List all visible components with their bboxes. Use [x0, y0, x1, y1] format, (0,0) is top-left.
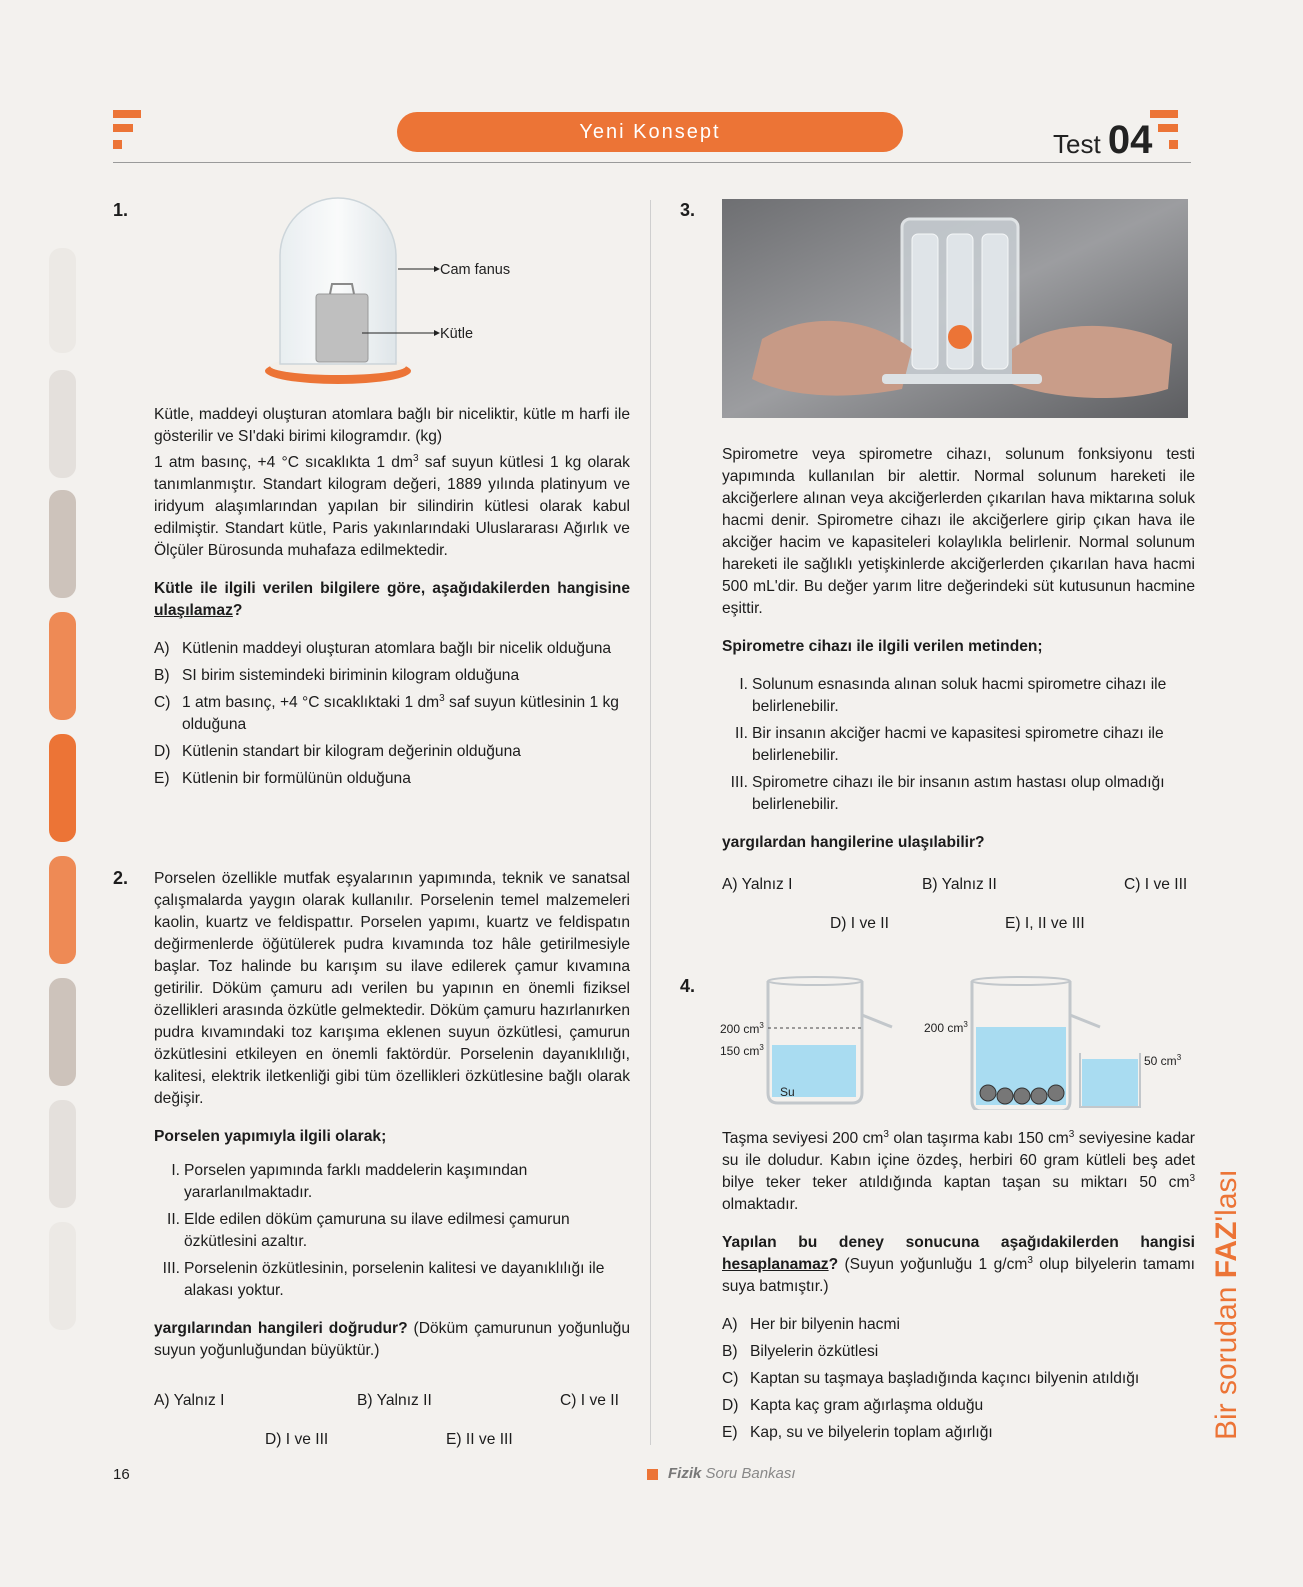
q3-option-e[interactable]: E) I, II ve III [1005, 915, 1085, 932]
footer-square-icon [647, 1469, 658, 1480]
question-1-body [154, 404, 630, 790]
option-d[interactable]: D) Kütlenin standart bir kilogram değerinin olduğuna [154, 743, 521, 760]
q2-option-e[interactable]: E) II ve III [446, 1431, 513, 1448]
label-kutle: Kütle [440, 326, 474, 342]
label-cam-fanus: Cam fanus [440, 262, 511, 278]
question-2-body [154, 868, 630, 1362]
publisher-logo-left [113, 110, 141, 150]
svg-text:200 cm3: 200 $cm^3$ [720, 1021, 764, 1036]
side-tab [49, 248, 76, 353]
q4-stem: Yapılan bu deney sonucuna aşağıdakilerden hangisi hesaplanamaz? (Suyun yoğunluğu 1 $g/cm^3$ olup bilyelerin tamamı suya batmıştır.) [722, 1234, 1195, 1295]
label-su: Su [780, 1085, 795, 1099]
page-number: 16 [113, 1466, 130, 1483]
q1-paragraph-2: 1 atm basınç, +4 °C sıcaklıkta 1 $dm^3$ saf suyun kütlesi 1 kg olarak tanımlanmıştır. Standart kilogram değeri, 1889 yılında platinyum ve iridyum alaşımlarından yapılan bir silindirin kütlesi olarak kabul edilmiştir. Standart kütle, Paris yakınlarındaki Uluslararası Ağırlık ve Ölçüler Bürosunda muhafaza edilmektedir. [154, 452, 630, 559]
question-3-body [722, 444, 1195, 854]
statement-3: III. Spirometre cihazı ile bir insanın astım hastası olup olmadığı belirlenebilir. [730, 774, 1165, 813]
section-banner: Yeni Konsept [397, 112, 903, 152]
q3-statements [722, 674, 1195, 816]
option-b[interactable]: B) SI birim sistemindeki biriminin kilogram olduğuna [154, 667, 520, 684]
option-a[interactable]: A) Kütlenin maddeyi oluşturan atomlara bağlı bir nicelik olduğuna [154, 640, 612, 657]
q4-options [722, 1314, 1195, 1444]
q3-option-d[interactable]: D) I ve II [830, 915, 889, 932]
label-50: 50 cm [1144, 1054, 1177, 1068]
q3-option-b[interactable]: B) Yalnız II [922, 876, 997, 893]
question-4-body [722, 1128, 1195, 1444]
label-200-right: 200 cm [924, 1021, 964, 1035]
option-e[interactable]: E) Kütlenin bir formülünün olduğuna [154, 770, 411, 787]
publisher-logo-right [1150, 110, 1178, 150]
q4-paragraph: Taşma seviyesi 200 $cm^3$ olan taşırma kabı 150 $cm^3$ seviyesine kadar su ile doludur. Kabın içine özdeş, herbiri 60 gram kütleli beş adet bilye teker teker atıldığında kaptan taşan su miktarı 50 $cm^3$ olmaktadır. [722, 1128, 1195, 1213]
q1-stem: Kütle ile ilgili verilen bilgilere göre, aşağıdakilerden hangisine ulaşılamaz? [154, 580, 630, 619]
sidebar-slogan: Bir sorudan FAZ'lası [1210, 1169, 1243, 1440]
option-d[interactable]: D) Kapta kaç gram ağırlaşma olduğu [722, 1397, 984, 1414]
statement-2: II. Elde edilen döküm çamuruna su ilave edilmesi çamurun özkütlesini azaltır. [167, 1211, 570, 1250]
svg-text:50 cm3: 50 $cm^3$ [1144, 1053, 1182, 1068]
column-divider [650, 200, 651, 1445]
overflow-can-figure [720, 975, 1200, 1110]
question-number: 3. [680, 200, 696, 220]
q1-options [154, 638, 630, 790]
header-rule [113, 162, 1191, 163]
q3-option-a[interactable]: A) Yalnız I [722, 876, 793, 893]
q3-paragraph: Spirometre veya spirometre cihazı, solunum fonksiyonu testi yapımında kullanılan bir alettir. Normal solunum hareketi ile akciğerlere alınan veya akciğerlerden çıkarılan hava miktarına soluk hacmi denir. Spirometre cihazı ile akciğerlere girip çıkan hava ile akciğer hacim ve kapasiteleri kolaylıkla belirlenir. Normal solunum hareketi ile sağlıklı yetişkinlerde akciğerlerden çıkarılan hava hacmi 500 mL'dir. Bu değer yarım litre değerindeki süt kutusunun hacmine eşittir. [722, 446, 1195, 617]
q2-option-a[interactable]: A) Yalnız I [154, 1392, 225, 1409]
side-tab [49, 490, 76, 598]
question-number: 4. [680, 976, 696, 996]
svg-text:150 cm3: 150 $cm^3$ [720, 1043, 764, 1058]
q2-statements [154, 1160, 630, 1302]
question-number: 2. [113, 868, 129, 888]
q2-option-d[interactable]: D) I ve III [265, 1431, 329, 1448]
bell-jar-figure [262, 196, 542, 388]
q2-lead: Porselen yapımıyla ilgili olarak; [154, 1128, 387, 1145]
svg-text:200 cm3: 200 $cm^3$ [924, 1020, 968, 1035]
option-c[interactable]: C) Kaptan su taşmaya başladığında kaçıncı bilyenin atıldığı [722, 1370, 1140, 1387]
q3-lead: Spirometre cihazı ile ilgili verilen metinden; [722, 638, 1043, 655]
q3-stem: yargılardan hangilerine ulaşılabilir? [722, 834, 985, 851]
side-tab [49, 978, 76, 1086]
side-tab [49, 856, 76, 964]
test-number: 04 [1107, 118, 1153, 162]
q2-option-b[interactable]: B) Yalnız II [357, 1392, 432, 1409]
label-150-left: 150 cm [720, 1044, 760, 1058]
statement-2: II. Bir insanın akciğer hacmi ve kapasitesi spirometre cihazı ile belirlenebilir. [735, 725, 1164, 764]
side-tab [49, 612, 76, 720]
question-number: 1. [113, 200, 129, 220]
test-label: Test 04 [1053, 118, 1153, 162]
q1-paragraph-1: Kütle, maddeyi oluşturan atomlara bağlı bir niceliktir, kütle m harfi ile gösterilir ve SI'daki birimi kilogramdır. (kg) [154, 406, 630, 445]
statement-1: I. Porselen yapımında farklı maddelerin kaşımından yararlanılmaktadır. [171, 1162, 528, 1201]
side-tab [49, 1222, 76, 1330]
statement-1: I. Solunum esnasında alınan soluk hacmi spirometre cihazı ile belirlenebilir. [739, 676, 1167, 715]
side-tab-active [49, 734, 76, 842]
option-a[interactable]: A) Her bir bilyenin hacmi [722, 1316, 900, 1333]
option-e[interactable]: E) Kap, su ve bilyelerin toplam ağırlığı [722, 1424, 993, 1441]
option-b[interactable]: B) Bilyelerin özkütlesi [722, 1343, 879, 1360]
option-c[interactable]: C) 1 atm basınç, +4 °C sıcaklıktaki 1 $dm^3$ saf suyun kütlesinin 1 kg olduğuna [154, 692, 619, 733]
q3-option-c[interactable]: C) I ve III [1124, 876, 1188, 893]
statement-3: III. Porselenin özkütlesinin, porselenin kalitesi ve dayanıklılığı ile alakası yoktur. [162, 1260, 605, 1299]
q2-paragraph: Porselen özellikle mutfak eşyalarının yapımında, teknik ve sanatsal çalışmalarda yaygın olarak kullanılır. Porselenin temel malzemeleri kaolin, kuartz ve feldispattır. Porselen yapımı, kuartz ve feldispatın değirmenlerde öğütülerek pudra kıvamında toz hâle getirilmesiyle başlar. Toz halinde bu karışım su ilave edilerek çamur kıvamına getirilir. Döküm çamuru adı verilen bu yapının en önemli fiziksel özellikleri arasında özkütle gelmektedir. Döküm çamuru hazırlanırken pudra kıvamındaki toz karışıma eklenen suyun özkütlesi, çamurun özkütlesini etkileyen en önemli faktördür. Porselenin dayanıklılığı, kalitesi, elektrik iletkenliği gibi tüm özellikleri özkütlesine bağlı olarak değişir. [154, 870, 630, 1107]
spirometer-photo [722, 199, 1188, 418]
side-tab [49, 370, 76, 478]
q2-option-c[interactable]: C) I ve II [560, 1392, 619, 1409]
footer-book-title: Fizik Soru Bankası [647, 1465, 796, 1482]
q2-stem: yargılarından hangileri doğrudur? (Döküm çamurunun yoğunluğu suyun yoğunluğundan büyüktür.) [154, 1320, 630, 1359]
label-200-left: 200 cm [720, 1022, 760, 1036]
side-tab [49, 1100, 76, 1208]
